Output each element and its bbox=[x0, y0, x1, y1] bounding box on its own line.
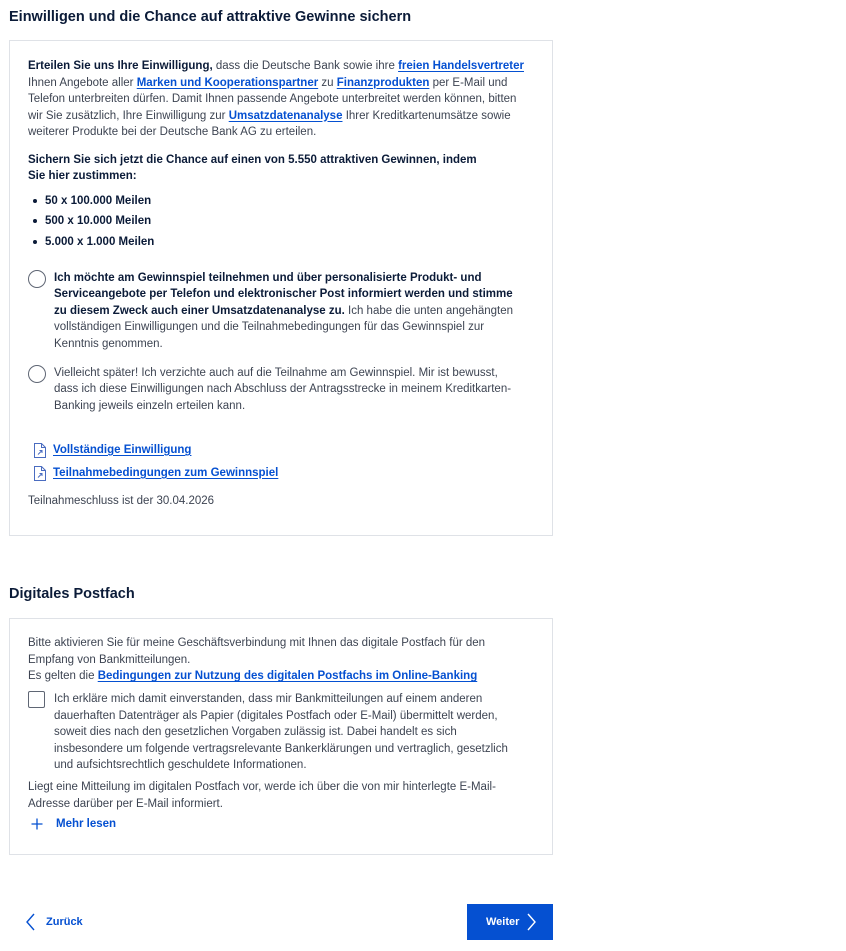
consent-card bbox=[9, 40, 553, 536]
consent-section-title: Einwilligen und die Chance auf attraktive Gewinne sichern bbox=[9, 9, 412, 25]
prize-item: 50 x 100.000 Meilen bbox=[45, 193, 533, 210]
postfach-card bbox=[9, 618, 553, 855]
next-button[interactable] bbox=[467, 904, 553, 940]
document-link-teilnahmebedingungen[interactable] bbox=[28, 463, 278, 483]
consent-intro-text: per E-Mail und Telefon unterbreiten dürfen. Damit Ihnen passende Angebote unterbreitet werden können, bitten wir Sie zusätzlich, Ihre Einwilligung zur bbox=[28, 76, 517, 122]
radio-decline[interactable] bbox=[28, 365, 46, 383]
postfach-intro: Bitte aktivieren Sie für meine Geschäftsverbindung mit Ihnen das digitale Postfach für den Empfang von Bankmitteilungen. bbox=[28, 637, 486, 666]
chevron-right-icon bbox=[527, 913, 537, 931]
prize-headline: Sichern Sie sich jetzt die Chance auf einen von 5.550 attraktiven Gewinnen, indem Sie hier zustimmen: bbox=[28, 153, 477, 182]
postfach-consent-checkbox[interactable] bbox=[28, 691, 45, 708]
consent-intro-text: dass die Deutsche Bank sowie ihre bbox=[215, 60, 395, 72]
consent-intro-text: Ihrer Kreditkartenumsätze sowie weiterer Produkte bei der Deutsche Bank AG zu erteilen. bbox=[28, 109, 511, 138]
option-label bbox=[54, 270, 519, 353]
read-more-label: Mehr lesen bbox=[56, 817, 117, 830]
back-label: Zurück bbox=[46, 915, 83, 928]
postfach-notice: Liegt eine Mitteilung im digitalen Postfach vor, werde ich über die von mir hinterlegte E-Mail-Adresse darüber per E-Mail informiert. bbox=[28, 781, 496, 810]
option-label-text: Ich habe die unten angehängten vollständigen Einwilligungen und die Teilnahmebedingungen für das Gewinnspiel zur Kenntnis genommen. bbox=[54, 304, 513, 350]
postfach-consent-row[interactable] bbox=[28, 691, 533, 774]
link-freie-handelsvertreter[interactable]: freien Handelsvertreter bbox=[398, 60, 524, 72]
link-postfach-bedingungen[interactable]: Bedingungen zur Nutzung des digitalen Postfachs im Online-Banking bbox=[97, 670, 478, 682]
chevron-left-icon bbox=[25, 913, 35, 931]
consent-option-decline[interactable] bbox=[28, 365, 533, 415]
consent-intro-text: Ihnen Angebote aller bbox=[28, 76, 134, 89]
link-marken-kooperationspartner[interactable]: Marken und Kooperationspartner bbox=[136, 76, 319, 89]
document-icon bbox=[33, 465, 47, 482]
document-icon bbox=[33, 442, 47, 459]
participation-deadline: Teilnahmeschluss ist der 30.04.2026 bbox=[28, 495, 215, 507]
option-label bbox=[54, 365, 519, 415]
back-button[interactable] bbox=[25, 912, 83, 932]
next-label: Weiter bbox=[486, 915, 520, 928]
postfach-consent-label: Ich erkläre mich damit einverstanden, dass mir Bankmitteilungen auf einem anderen dauerhaften Datenträger als Papier (digitales Postfach oder E-Mail) übermittelt werden, soweit dies nach den gesetzlichen Vorgaben zulässig ist. Dabei handelt es sich insbesondere um folgende vertragsrelevante Bankerklärungen und vertraglich, gesetzlich und aufsichtsrechtlich geschuldete Informationen. bbox=[54, 693, 508, 771]
option-label-text: Vielleicht später! Ich verzichte auch auf die Teilnahme am Gewinnspiel. Mir ist bewusst, dass ich diese Einwilligungen nach Abschluss der Antragsstrecke in meinem Kreditkarten-Banking jeweils einzeln erteilen kann. bbox=[54, 366, 512, 412]
postfach-terms bbox=[28, 668, 533, 685]
postfach-section-title: Digitales Postfach bbox=[9, 586, 135, 602]
option-label-bold: Ich möchte am Gewinnspiel teilnehmen und über personalisierte Produkt- und Serviceangebote per Telefon und elektronischer Post informiert werden und stimme zu diesem Zweck auch einer Umsatzdatenanalyse zu. bbox=[54, 271, 513, 317]
plus-icon bbox=[31, 818, 43, 830]
prize-item: 5.000 x 1.000 Meilen bbox=[45, 234, 533, 251]
link-umsatzdatenanalyse[interactable]: Umsatzdatenanalyse bbox=[228, 109, 343, 122]
consent-intro-lead: Erteilen Sie uns Ihre Einwilligung, bbox=[28, 60, 213, 72]
document-link-einwilligung[interactable] bbox=[28, 440, 191, 460]
prize-item: 500 x 10.000 Meilen bbox=[45, 213, 533, 230]
document-link-label: Vollständige Einwilligung bbox=[53, 443, 192, 456]
postfach-terms-prefix: Es gelten die bbox=[28, 670, 95, 682]
consent-option-accept[interactable] bbox=[28, 270, 533, 353]
document-link-label: Teilnahmebedingungen zum Gewinnspiel bbox=[53, 466, 279, 479]
prize-list bbox=[28, 193, 533, 251]
link-finanzprodukte[interactable]: Finanzprodukten bbox=[336, 76, 430, 89]
radio-accept[interactable] bbox=[28, 270, 46, 288]
read-more-button[interactable] bbox=[28, 815, 116, 833]
document-links bbox=[28, 440, 533, 483]
consent-intro-text: zu bbox=[321, 76, 334, 89]
consent-intro bbox=[28, 58, 533, 141]
